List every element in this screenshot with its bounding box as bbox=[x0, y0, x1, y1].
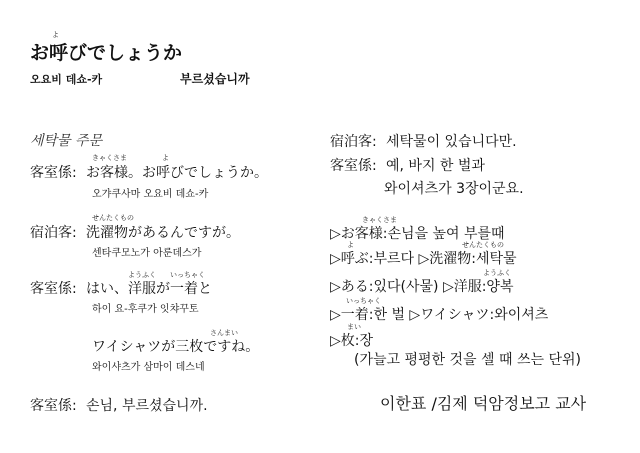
translation-line: 와이셔츠가 3장이군요. bbox=[384, 181, 524, 197]
translation-line: 세탁물이 있습니다만. bbox=[386, 134, 517, 150]
page-title: お呼びでしょうか bbox=[30, 42, 183, 64]
dialogue-reading: 오갸쿠사마 오요비 데쇼-카 bbox=[92, 189, 209, 200]
title-translation: 부르셨습니까 bbox=[180, 72, 250, 86]
vocab-item: ▷枚:장 bbox=[330, 333, 374, 349]
ruby: せんたくもの bbox=[92, 214, 134, 222]
ruby: ようふく bbox=[128, 271, 156, 279]
vocab-item: ▷お客様:손님을 높여 부를때 bbox=[330, 226, 505, 242]
ruby: せんたくもの bbox=[462, 241, 504, 249]
dialogue-speaker: 宿泊客: bbox=[30, 225, 77, 241]
dialogue-reading: 와이샤츠가 삼마이 데스네 bbox=[92, 362, 205, 373]
dialogue-speaker: 客室係: bbox=[30, 165, 77, 181]
dialogue-speaker: 客室係: bbox=[30, 398, 77, 414]
ruby: よ bbox=[347, 241, 354, 249]
ruby: いっちゃく bbox=[346, 297, 381, 305]
dialogue-line: 洗濯物があるんですが。 bbox=[86, 225, 240, 241]
vocab-item: (가늘고 평평한 것을 셀 때 쓰는 단위) bbox=[354, 352, 581, 368]
dialogue-line: はい、洋服が一着と bbox=[86, 281, 212, 297]
ruby: ようふく bbox=[483, 269, 511, 277]
translation-line: 예, 바지 한 벌과 bbox=[386, 158, 485, 174]
dialogue-line: 손님, 부르셨습니까. bbox=[86, 398, 208, 414]
title-ruby: よ bbox=[52, 31, 59, 39]
section-title: 세탁물 주문 bbox=[30, 133, 103, 149]
dialogue-reading: 센타쿠모노가 아룬데스가 bbox=[92, 248, 202, 259]
ruby: さんまい bbox=[210, 329, 238, 337]
dialogue-speaker: 客室係: bbox=[30, 281, 77, 297]
ruby: きゃくさま bbox=[362, 216, 397, 224]
translation-speaker: 客室係: bbox=[330, 158, 377, 174]
ruby: きゃくさま bbox=[92, 154, 127, 162]
translation-speaker: 宿泊客: bbox=[330, 134, 377, 150]
dialogue-line: ワイシャツが三枚ですね。 bbox=[92, 339, 260, 355]
vocab-item: ▷一着:한 벌 ▷ワイシャツ:와이셔츠 bbox=[330, 307, 549, 323]
ruby: よ bbox=[162, 154, 169, 162]
title-reading: 오요비 데쇼-카 bbox=[30, 73, 103, 86]
dialogue-line: お客様。お呼びでしょうか。 bbox=[86, 165, 268, 181]
ruby: いっちゃく bbox=[170, 271, 205, 279]
author-credit: 이한표 /김제 덕암정보고 교사 bbox=[380, 394, 587, 413]
vocab-item: ▷呼ぶ:부르다 ▷洗濯物:세탁물 bbox=[330, 251, 517, 267]
vocab-item: ▷ある:있다(사물) ▷洋服:양복 bbox=[330, 279, 514, 295]
ruby: まい bbox=[347, 323, 361, 331]
dialogue-reading: 하이 요-후쿠가 잇챠꾸토 bbox=[92, 304, 199, 315]
